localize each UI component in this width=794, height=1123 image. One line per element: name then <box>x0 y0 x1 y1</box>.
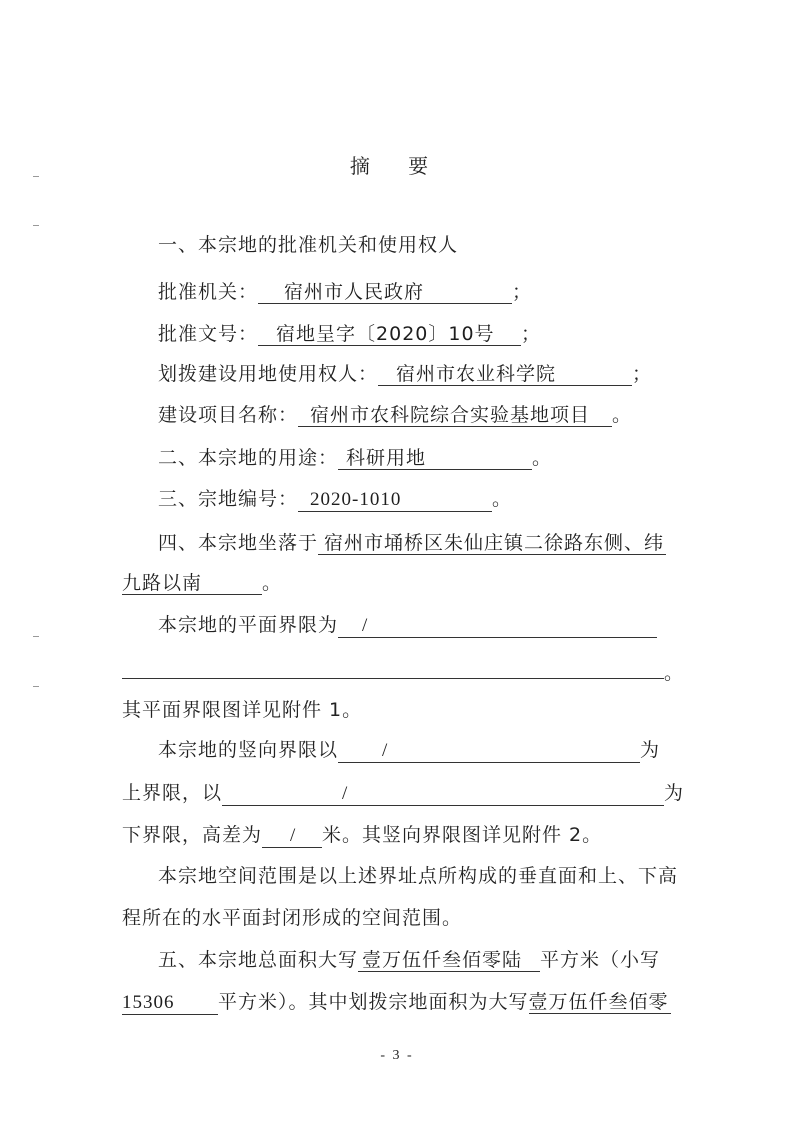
location-value-1: 宿州市埇桥区朱仙庄镇二徐路东侧、纬 <box>318 532 666 555</box>
approval-doc-line <box>158 321 541 347</box>
location-value-2: 九路以南 <box>122 572 262 595</box>
usage-label: 二、本宗地的用途： <box>158 447 339 469</box>
total-area-words: 壹万伍仟叁佰零陆 <box>358 949 540 972</box>
parcel-number-value: 2020-1010 <box>298 489 492 512</box>
scan-mark <box>33 686 39 687</box>
period: 。 <box>612 404 633 426</box>
project-name-label: 建设项目名称： <box>158 404 299 426</box>
semicolon: ； <box>512 281 533 303</box>
vertical-prefix: 本宗地的竖向界限以 <box>158 739 339 761</box>
plane-boundary-note: 其平面界限图详见附件 1。 <box>122 699 363 721</box>
total-area-label: 五、本宗地总面积大写 <box>158 949 359 971</box>
section1-heading: 一、本宗地的批准机关和使用权人 <box>158 234 459 256</box>
location-line-1 <box>158 530 666 556</box>
unit-paren-open: 平方米（小写 <box>540 949 661 971</box>
period: 。 <box>532 447 553 469</box>
location-label: 四、本宗地坐落于 <box>158 532 319 554</box>
total-area-line <box>158 947 660 973</box>
vertical-upper-value: / <box>338 740 640 763</box>
height-diff-value: / <box>262 825 322 848</box>
page-title: 摘 要 <box>349 154 445 178</box>
parcel-number-label: 三、宗地编号： <box>158 488 299 510</box>
usage-line <box>158 445 552 471</box>
vertical-as: 为 <box>664 782 685 804</box>
scan-mark <box>33 225 39 226</box>
project-name-value: 宿州市农科院综合实验基地项目 <box>298 404 612 427</box>
period: 。 <box>492 488 513 510</box>
period: 。 <box>664 662 685 684</box>
vertical-as: 为 <box>640 739 661 761</box>
semicolon: ； <box>632 363 653 385</box>
allocation-user-value: 宿州市农业科学院 <box>378 363 632 386</box>
approval-authority-value: 宿州市人民政府 <box>258 281 512 304</box>
location-line-2 <box>122 570 282 596</box>
allocated-area-words: 壹万伍仟叁佰零 <box>528 991 669 1013</box>
approval-authority-label: 批准机关： <box>158 281 259 303</box>
plane-boundary-blank <box>122 656 664 679</box>
total-area-number: 15306 <box>122 992 218 1015</box>
scan-mark <box>33 636 39 637</box>
after-number: 平方米）。其中划拨宗地面积为大写 <box>218 991 529 1013</box>
upper-boundary-line <box>122 780 684 806</box>
plane-boundary-label: 本宗地的平面界限为 <box>158 614 339 636</box>
allocation-user-line <box>158 361 652 387</box>
lower-boundary-prefix: 下界限，高差为 <box>122 824 263 846</box>
approval-doc-label: 批准文号： <box>158 323 259 345</box>
lower-boundary-line <box>122 822 602 848</box>
height-diff-suffix: 米。其竖向界限图详见附件 2。 <box>322 824 603 846</box>
parcel-number-line <box>158 486 512 512</box>
approval-doc-value: 宿地呈字〔2020〕10号 <box>258 323 521 346</box>
plane-boundary-line <box>158 612 657 638</box>
spatial-range-line-2: 程所在的水平面封闭形成的空间范围。 <box>122 907 463 929</box>
project-name-line <box>158 402 632 428</box>
vertical-boundary-line <box>158 737 660 763</box>
plane-boundary-value: / <box>338 615 657 638</box>
semicolon: ； <box>521 323 542 345</box>
spatial-range-line-1: 本宗地空间范围是以上述界址点所构成的垂直面和上、下高 <box>158 865 679 887</box>
upper-boundary-prefix: 上界限，以 <box>122 782 223 804</box>
allocation-user-label: 划拨建设用地使用权人： <box>158 363 379 385</box>
approval-authority-line <box>158 279 532 305</box>
usage-value: 科研用地 <box>338 447 532 470</box>
period: 。 <box>262 572 283 594</box>
plane-boundary-continuation <box>122 656 684 686</box>
page-number: - 3 - <box>380 1048 414 1063</box>
vertical-lower-value: / <box>222 783 664 806</box>
total-area-number-line <box>122 989 671 1015</box>
